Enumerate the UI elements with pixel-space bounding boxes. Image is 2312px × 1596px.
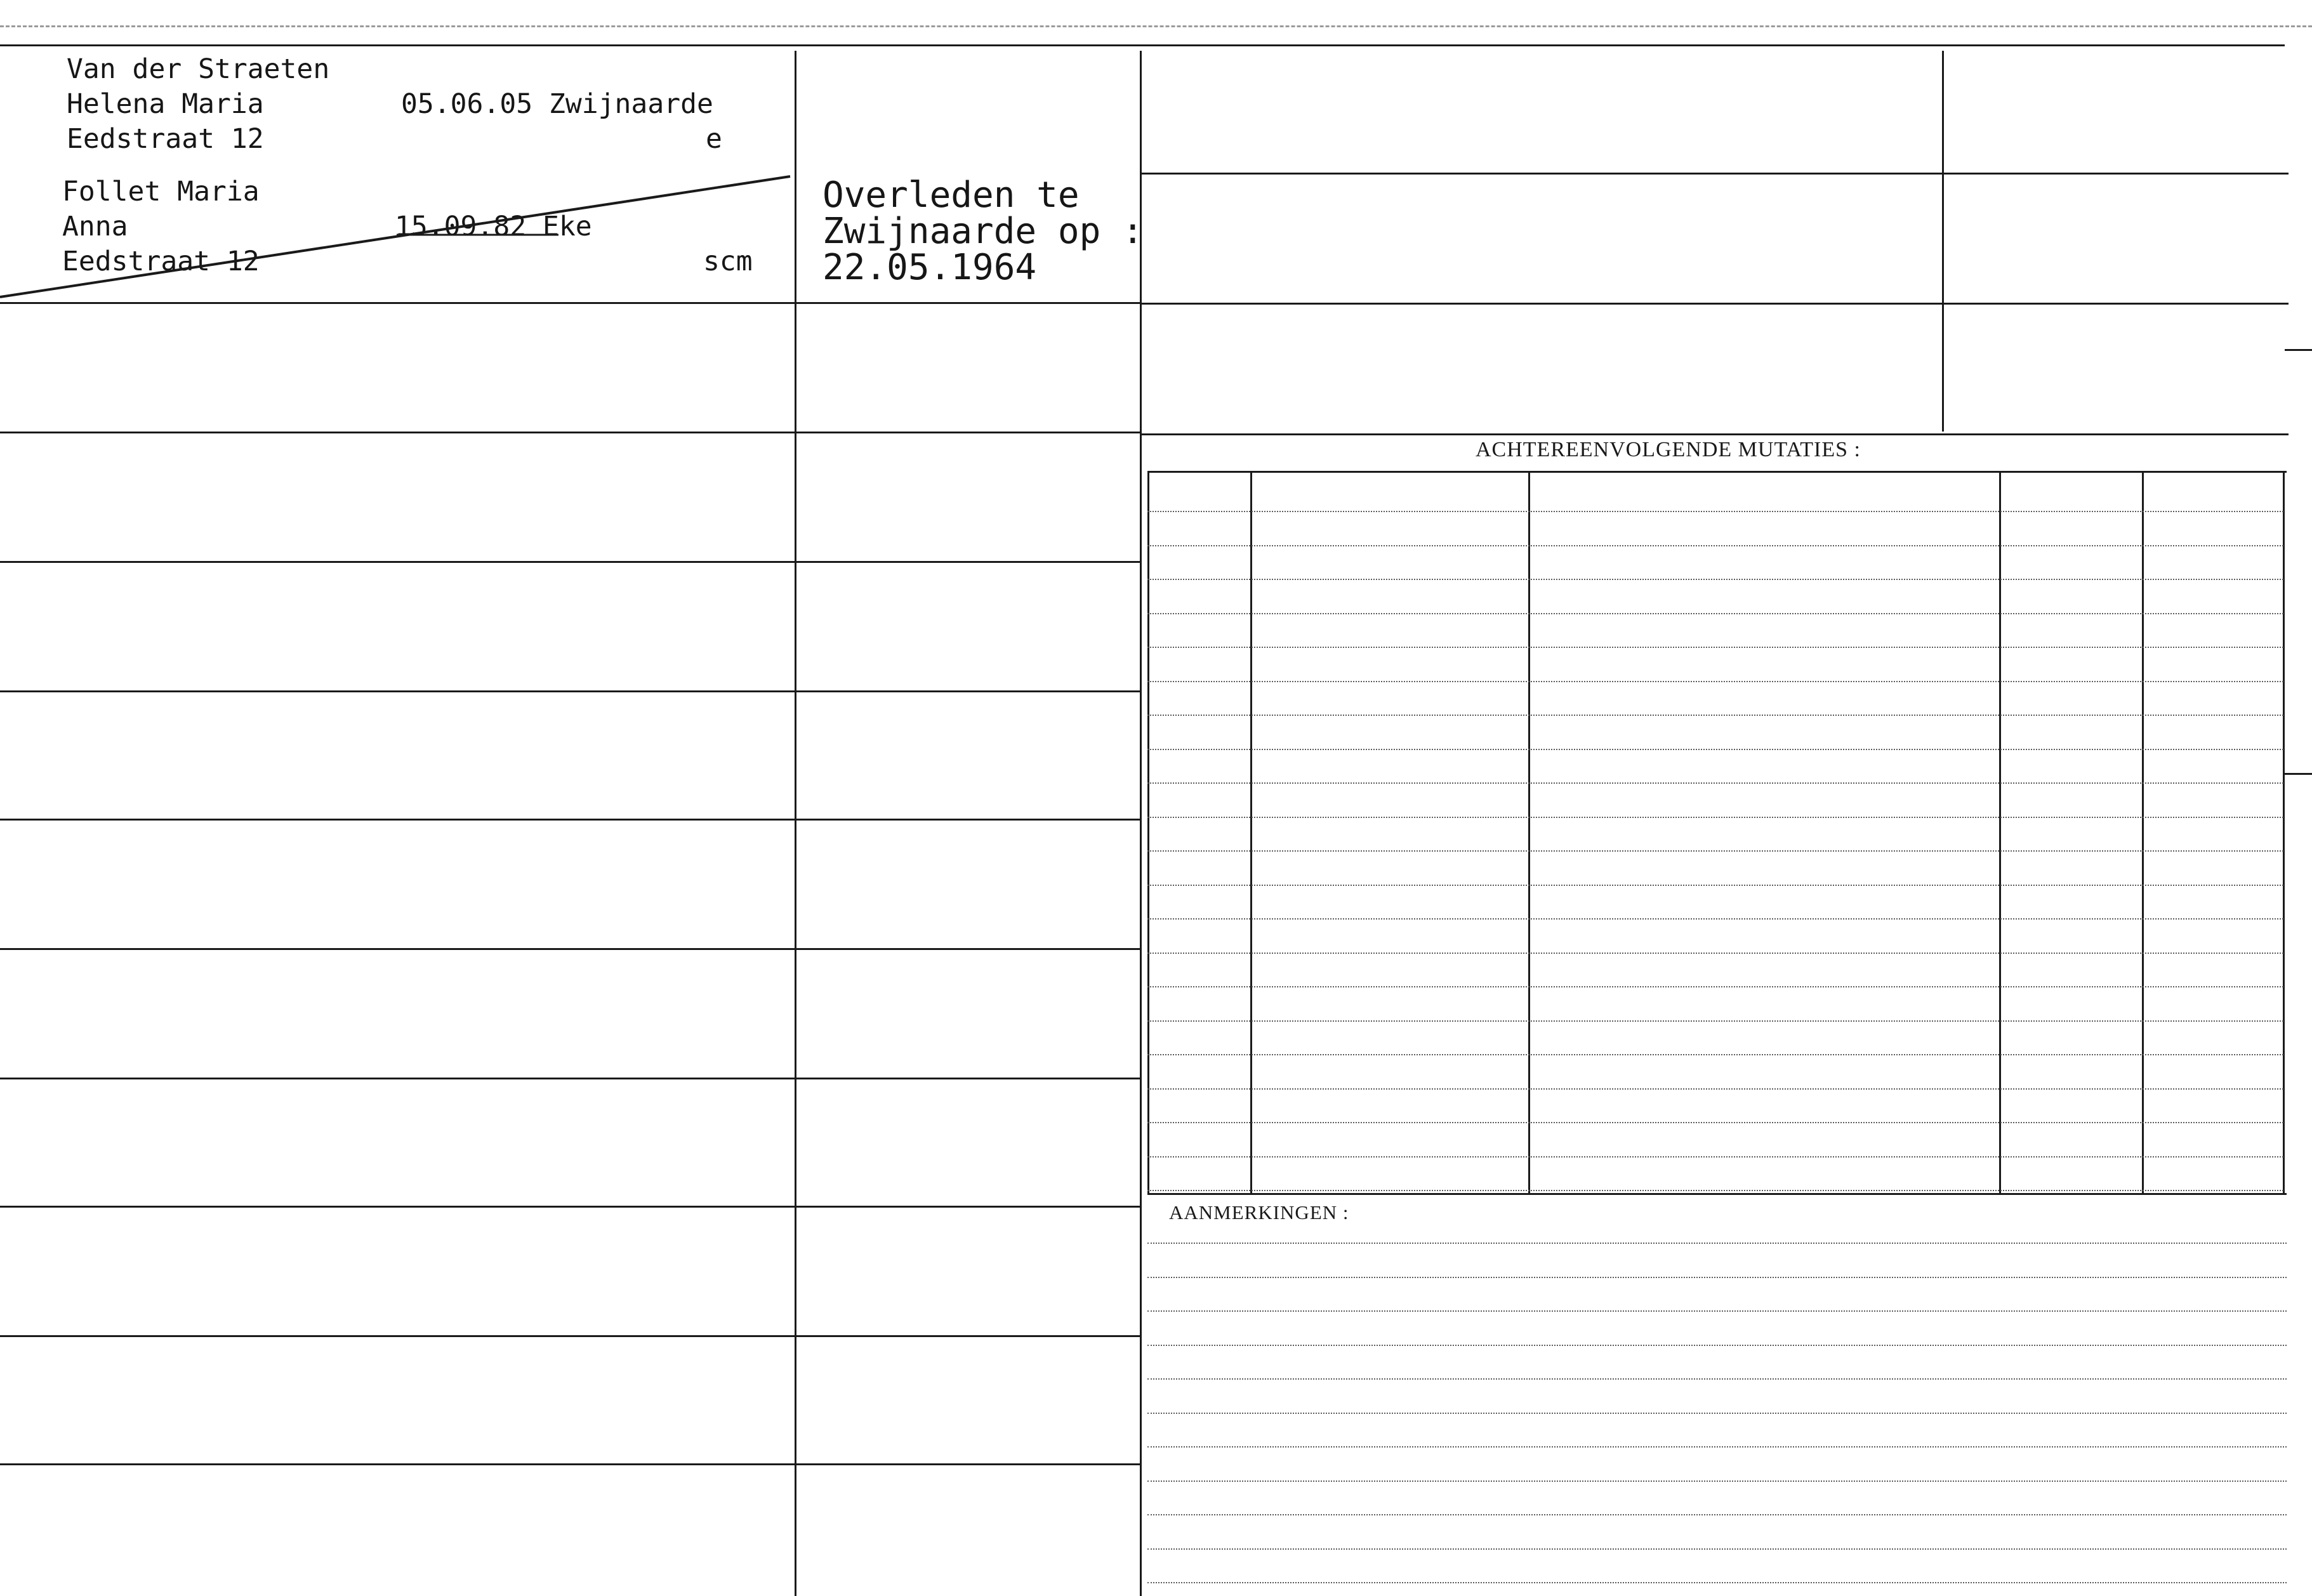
mutations-row-line	[1147, 1020, 2283, 1022]
left-row-rule	[0, 432, 1140, 433]
left-row-rule	[0, 1078, 1140, 1079]
mutations-row-line	[1147, 1122, 2283, 1123]
column-divider-3	[1942, 51, 1944, 432]
remarks-row-line	[1147, 1514, 2287, 1515]
mutations-column-rule	[1147, 473, 1149, 1193]
remarks-row-line	[1147, 1277, 2287, 1278]
mutations-row-line	[1147, 545, 2283, 546]
mutations-row-line	[1147, 613, 2283, 614]
left-row-rule	[0, 1463, 1140, 1465]
mutations-row-line	[1147, 647, 2283, 648]
entry-1-surname: Van der Straeten	[67, 53, 330, 85]
left-row-rule	[0, 819, 1140, 821]
right-rule-3	[1140, 433, 2289, 435]
mutations-row-line	[1147, 1190, 2283, 1191]
left-row-rule	[0, 948, 1140, 950]
entry-1-address: Eedstraat 12	[67, 123, 264, 155]
mutations-title: ACHTEREENVOLGENDE MUTATIES :	[1476, 438, 1861, 461]
remarks-row-line	[1147, 1446, 2287, 1448]
mutations-row-line	[1147, 749, 2283, 750]
mutations-row-line	[1147, 511, 2283, 512]
mutations-row-line	[1147, 782, 2283, 784]
mutations-bottom-rule	[1147, 1193, 2287, 1195]
left-row-rule	[0, 690, 1140, 692]
entry-2-birth: 15.09.82 Eke	[395, 211, 592, 242]
mutations-row-line	[1147, 715, 2283, 716]
death-note-line-2: Zwijnaarde op :	[822, 211, 1144, 252]
mutations-row-line	[1147, 681, 2283, 682]
remarks-row-line	[1147, 1310, 2287, 1312]
entry-2-address: Eedstraat 12	[62, 246, 260, 277]
remarks-row-line	[1147, 1378, 2287, 1380]
left-row-rule	[0, 1206, 1140, 1208]
mutations-row-line	[1147, 986, 2283, 987]
mutations-row-line	[1147, 1054, 2283, 1055]
mutations-column-rule	[1999, 473, 2001, 1193]
remarks-row-line	[1147, 1243, 2287, 1244]
mutations-row-line	[1147, 918, 2283, 920]
column-divider-2	[1140, 51, 1142, 1596]
remarks-row-line	[1147, 1582, 2287, 1583]
entry-2-given-names: Anna	[62, 211, 128, 242]
right-rule-2	[1140, 303, 2289, 305]
left-row-rule	[0, 561, 1140, 563]
margin-tick-1	[2285, 349, 2312, 351]
right-rule-1	[1140, 173, 2289, 175]
remarks-title: AANMERKINGEN :	[1169, 1201, 1349, 1223]
mutations-row-line	[1147, 1156, 2283, 1157]
mutations-row-line	[1147, 953, 2283, 954]
mutations-row-line	[1147, 817, 2283, 818]
mutations-top-rule	[1147, 471, 2287, 473]
entry-1-code: e	[706, 123, 722, 155]
mutations-column-rule	[1250, 473, 1252, 1193]
mutations-column-rule	[1528, 473, 1530, 1193]
entry-2-strike-line	[0, 0, 795, 305]
entry-2-surname: Follet Maria	[62, 176, 260, 208]
mutations-row-line	[1147, 885, 2283, 886]
remarks-row-line	[1147, 1345, 2287, 1346]
mutations-row-line	[1147, 579, 2283, 580]
entry-1-birth: 05.06.05 Zwijnaarde	[401, 88, 713, 120]
column-divider-1	[795, 51, 796, 1596]
death-note-line-1: Overleden te	[822, 175, 1080, 216]
mutations-row-line	[1147, 850, 2283, 852]
left-row-rule	[0, 1335, 1140, 1337]
remarks-row-line	[1147, 1548, 2287, 1550]
death-note-line-3: 22.05.1964	[822, 247, 1037, 288]
entry-2-code: scm	[703, 246, 753, 277]
mutations-column-rule	[2142, 473, 2144, 1193]
remarks-row-line	[1147, 1481, 2287, 1482]
mutations-row-line	[1147, 1088, 2283, 1090]
entry-1-given-names: Helena Maria	[67, 88, 264, 120]
mutations-column-rule	[2283, 473, 2285, 1193]
margin-tick-2	[2285, 773, 2312, 775]
remarks-row-line	[1147, 1413, 2287, 1414]
